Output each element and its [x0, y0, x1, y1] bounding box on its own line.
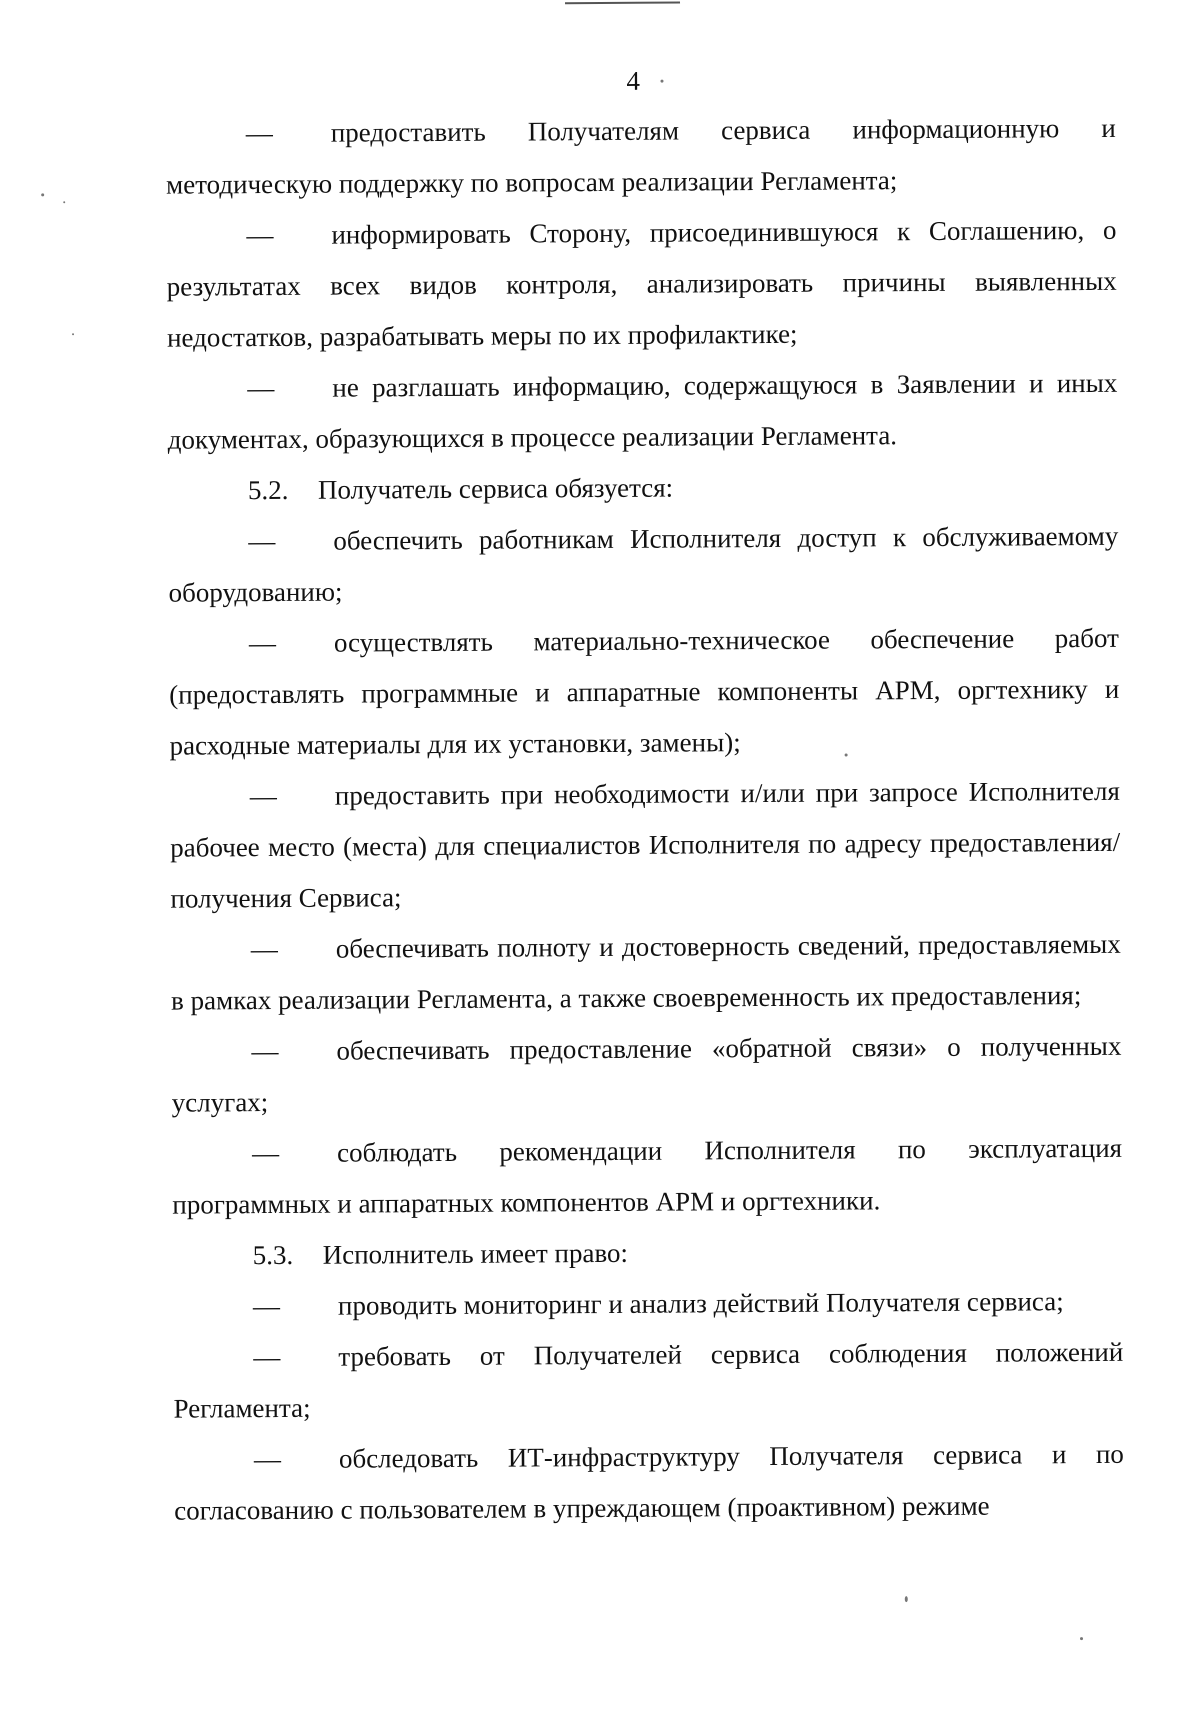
list-item [171, 919, 1122, 1027]
dash-bullet: — [252, 1290, 281, 1322]
dash-bullet: — [245, 118, 273, 149]
list-item [173, 1327, 1124, 1435]
list-item [168, 511, 1119, 619]
list-item-text: требовать от Получателей сервиса соблюдения положений Регламента; [173, 1336, 1124, 1424]
dash-bullet: — [248, 627, 277, 659]
section-number: 5.3. [252, 1239, 294, 1271]
dash-bullet: — [251, 1137, 280, 1169]
list-item-text: не разглашать информацию, содержащуюся в Заявлении и иных документах, образующихся в процессе реализации Регламента. [167, 367, 1118, 455]
section-title: Исполнитель имеет право: [322, 1237, 629, 1270]
scan-speck [41, 193, 44, 196]
list-item-text: проводить мониторинг и анализ действий Получателя сервиса; [337, 1286, 1064, 1321]
dash-bullet: — [246, 219, 274, 251]
list-item [166, 205, 1117, 364]
scan-speck [905, 1596, 908, 1602]
dash-bullet: — [251, 1035, 279, 1067]
scan-speck [660, 80, 663, 83]
list-item [169, 613, 1120, 772]
list-item-text: обследовать ИТ-инфраструктуру Получателя сервиса и по согласованию с пользователем в упреждающем (проактивном) режиме [174, 1438, 1124, 1526]
section-heading-5-2 [168, 460, 1118, 517]
top-edge-line [565, 2, 680, 5]
dash-bullet: — [247, 372, 275, 404]
scan-speck [72, 333, 74, 335]
list-item [174, 1429, 1125, 1537]
section-heading-5-3 [173, 1225, 1123, 1282]
list-item [170, 766, 1121, 925]
dash-bullet: — [249, 780, 277, 812]
dash-bullet: — [250, 933, 278, 965]
dash-bullet: — [248, 525, 276, 557]
section-title: Получатель сервиса обязуется: [317, 472, 674, 505]
page-number: 4 [626, 65, 641, 96]
list-item [173, 1276, 1123, 1333]
scan-speck [845, 754, 848, 757]
list-item-text: предоставить Получателям сервиса информационную и методическую поддержку по вопросам реализации Регламента; [166, 112, 1116, 200]
list-item-text: информировать Сторону, присоединившуюся к Соглашению, о результатах всех видов контроля, анализировать причины выявленных недостатков, разрабатывать меры по их профилактике; [166, 214, 1117, 353]
section-number: 5.2. [247, 474, 289, 506]
list-item-text: обеспечить работникам Исполнителя доступ к обслуживаемому оборудованию; [168, 520, 1119, 608]
list-item-text: обеспечивать полноту и достоверность сведений, предоставляемых в рамках реализации Регламента, а также своевременность их предоставления; [171, 928, 1121, 1016]
list-item-text: осуществлять материально-техническое обеспечение работ (предоставлять программные и аппаратные компоненты АРМ, оргтехнику и расходные материалы для их установки, замены); [169, 622, 1120, 761]
list-item-text: обеспечивать предоставление «обратной связи» о полученных услугах; [171, 1030, 1122, 1118]
dash-bullet: — [253, 1341, 281, 1373]
scan-speck [1080, 1637, 1083, 1640]
list-item [166, 103, 1117, 211]
list-item [171, 1021, 1122, 1129]
list-item [172, 1123, 1123, 1231]
dash-bullet: — [253, 1443, 281, 1475]
document-body [166, 103, 1125, 1537]
list-item [167, 358, 1118, 466]
list-item-text: предоставить при необходимости и/или при запросе Исполнителя рабочее место (места) для специалистов Исполнителя по адресу предоставления/получения Сервиса; [170, 775, 1121, 914]
scan-speck [63, 201, 65, 203]
list-item-text: соблюдать рекомендации Исполнителя по эксплуатация программных и аппаратных компонентов АРМ и оргтехники. [172, 1132, 1123, 1220]
